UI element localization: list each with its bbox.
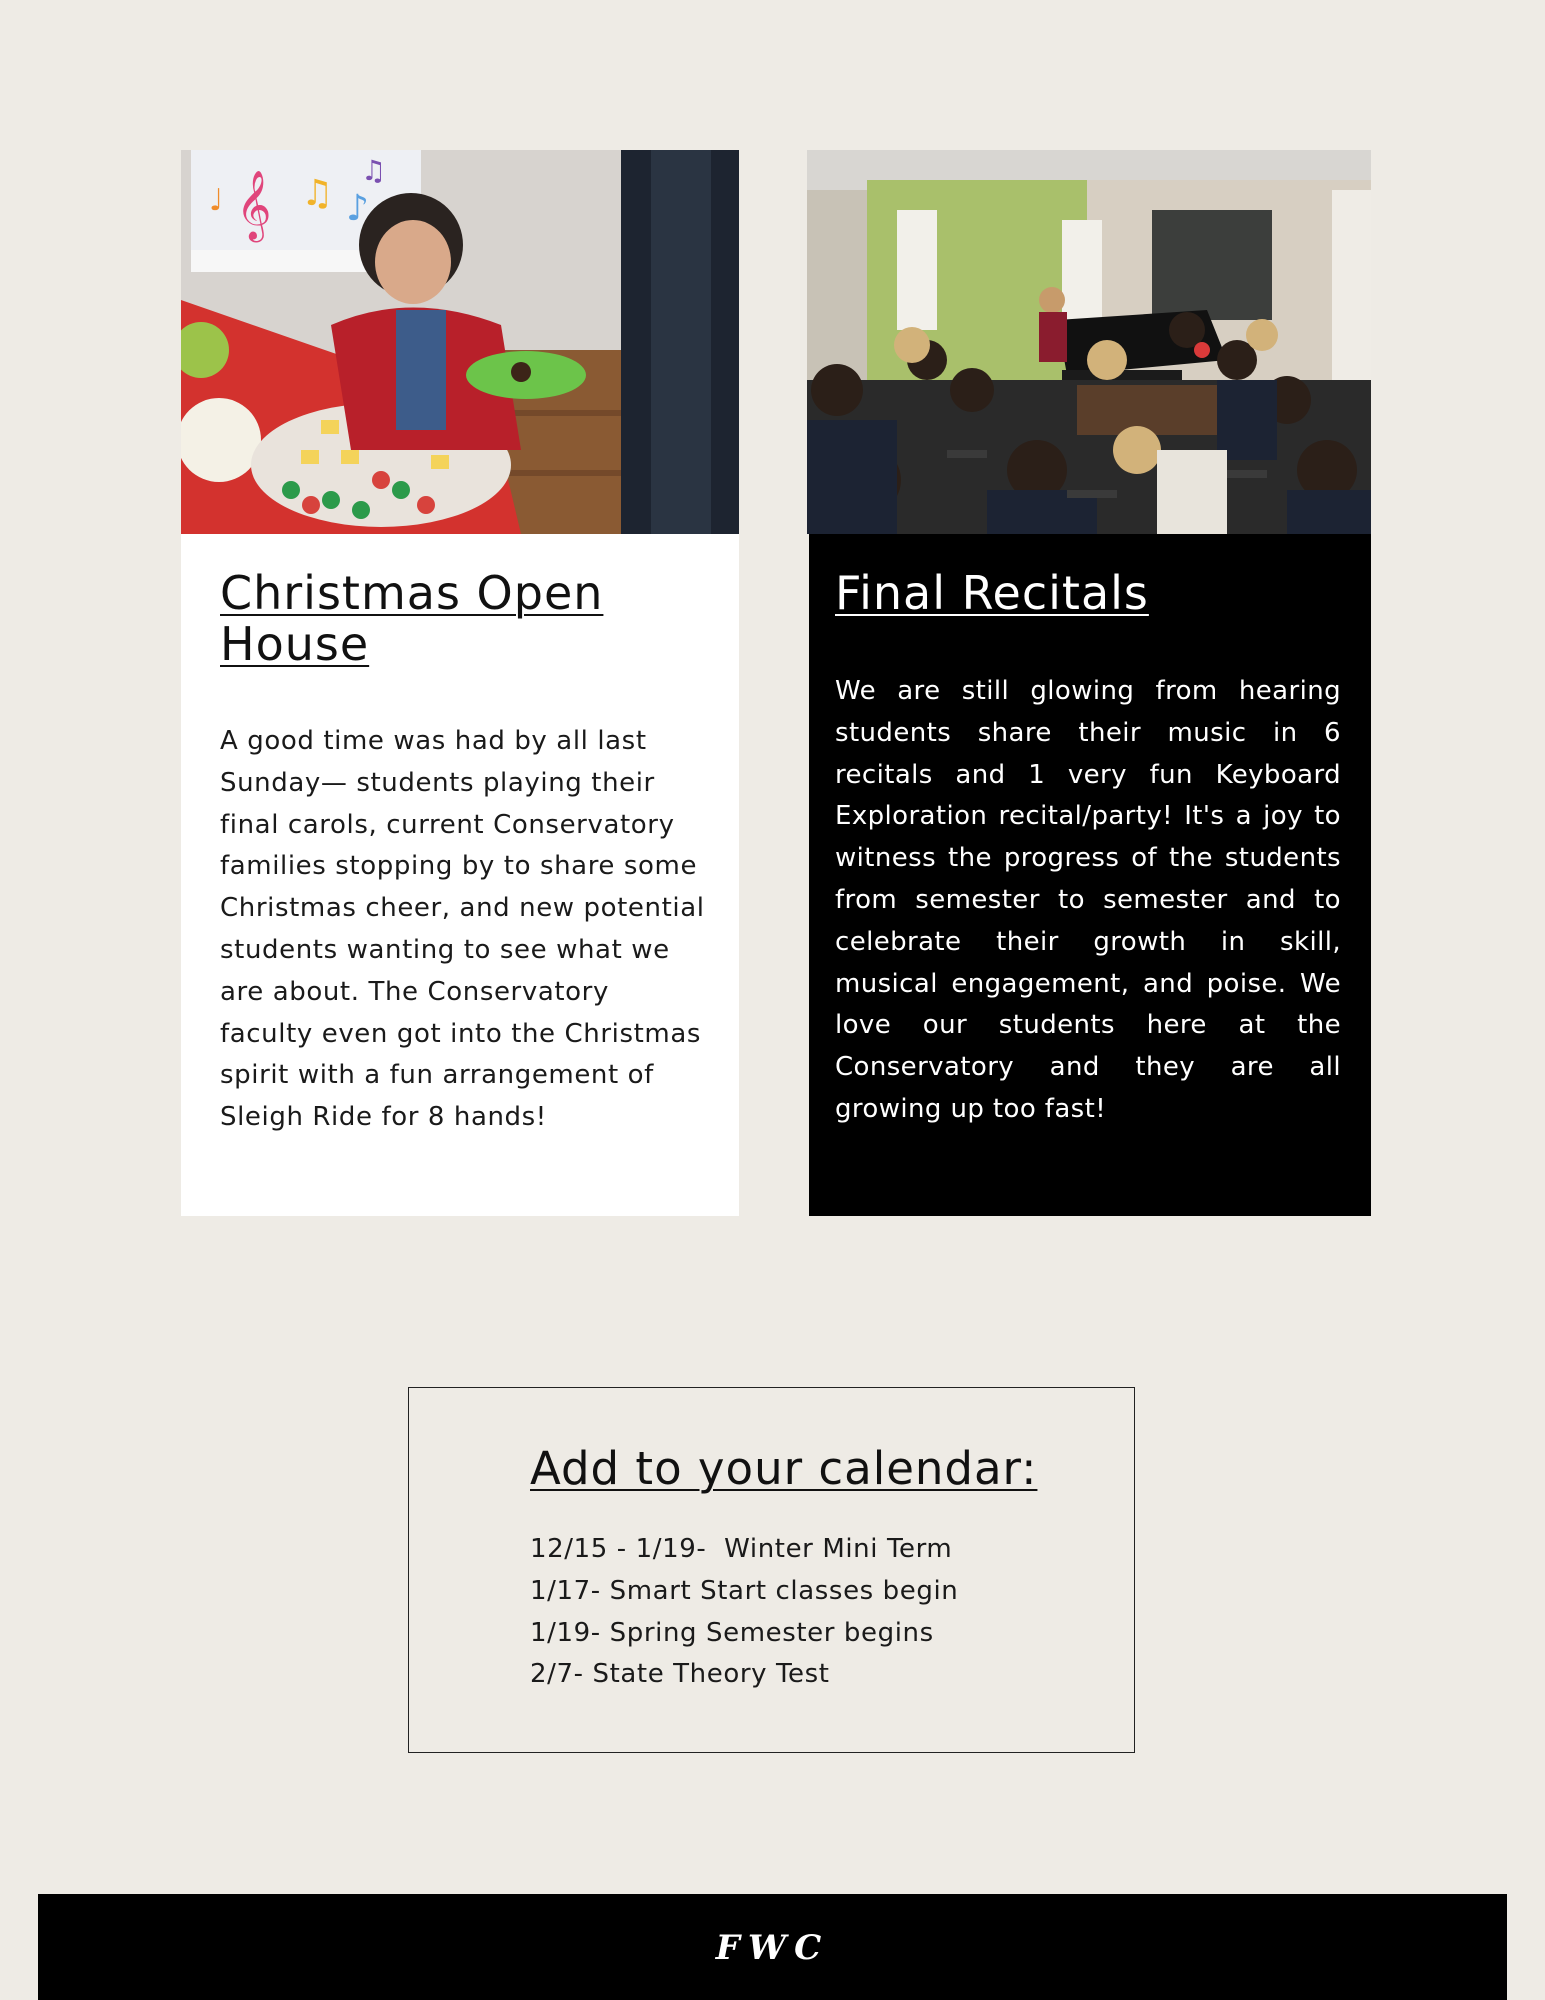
christmas-open-house-card xyxy=(181,150,739,1216)
calendar-title: Add to your calendar: xyxy=(530,1442,1038,1495)
calendar-box xyxy=(408,1387,1135,1753)
svg-text:♫: ♫ xyxy=(361,154,387,187)
final-recitals-card xyxy=(807,150,1371,1216)
calendar-item: 1/19- Spring Semester begins xyxy=(530,1617,934,1648)
footer-logo: FWC xyxy=(715,1928,830,1968)
final-recitals-text: We are still glowing from hearing students share their music in 6 recitals and 1 very fun Keyboard Exploration recital/party! It's a joy to witness the progress of the students from semester to semester and to celebrate their growth in skill, musical engagement, and poise. We love our students here at the Conservatory and they are all growing up too fast! xyxy=(835,676,1341,1124)
calendar-item: 2/7- State Theory Test xyxy=(530,1659,830,1690)
calendar-item: 12/15 - 1/19- Winter Mini Term xyxy=(530,1534,953,1564)
footer-bar xyxy=(38,1894,1507,2000)
christmas-open-house-text: A good time was had by all last Sunday— students playing their final carols, current Conservatory families stopping by to share some Christmas cheer, and new potential students wanting to see what we are about. The Conservatory faculty even got into the Christmas spirit with a fun arrangement of Sleigh Ride for 8 hands! xyxy=(220,726,705,1133)
final-recitals-photo xyxy=(807,150,1371,534)
svg-text:♪: ♪ xyxy=(346,188,369,229)
calendar-list xyxy=(530,1529,958,1696)
christmas-open-house-photo xyxy=(181,150,739,534)
calendar-item: 1/17- Smart Start classes begin xyxy=(530,1575,959,1606)
final-recitals-title: Final Recitals xyxy=(835,566,1149,620)
svg-text:♫: ♫ xyxy=(301,173,334,214)
svg-text:♩: ♩ xyxy=(209,183,224,218)
svg-text:𝄞: 𝄞 xyxy=(236,170,272,240)
christmas-open-house-title: Christmas Open House xyxy=(220,566,604,671)
